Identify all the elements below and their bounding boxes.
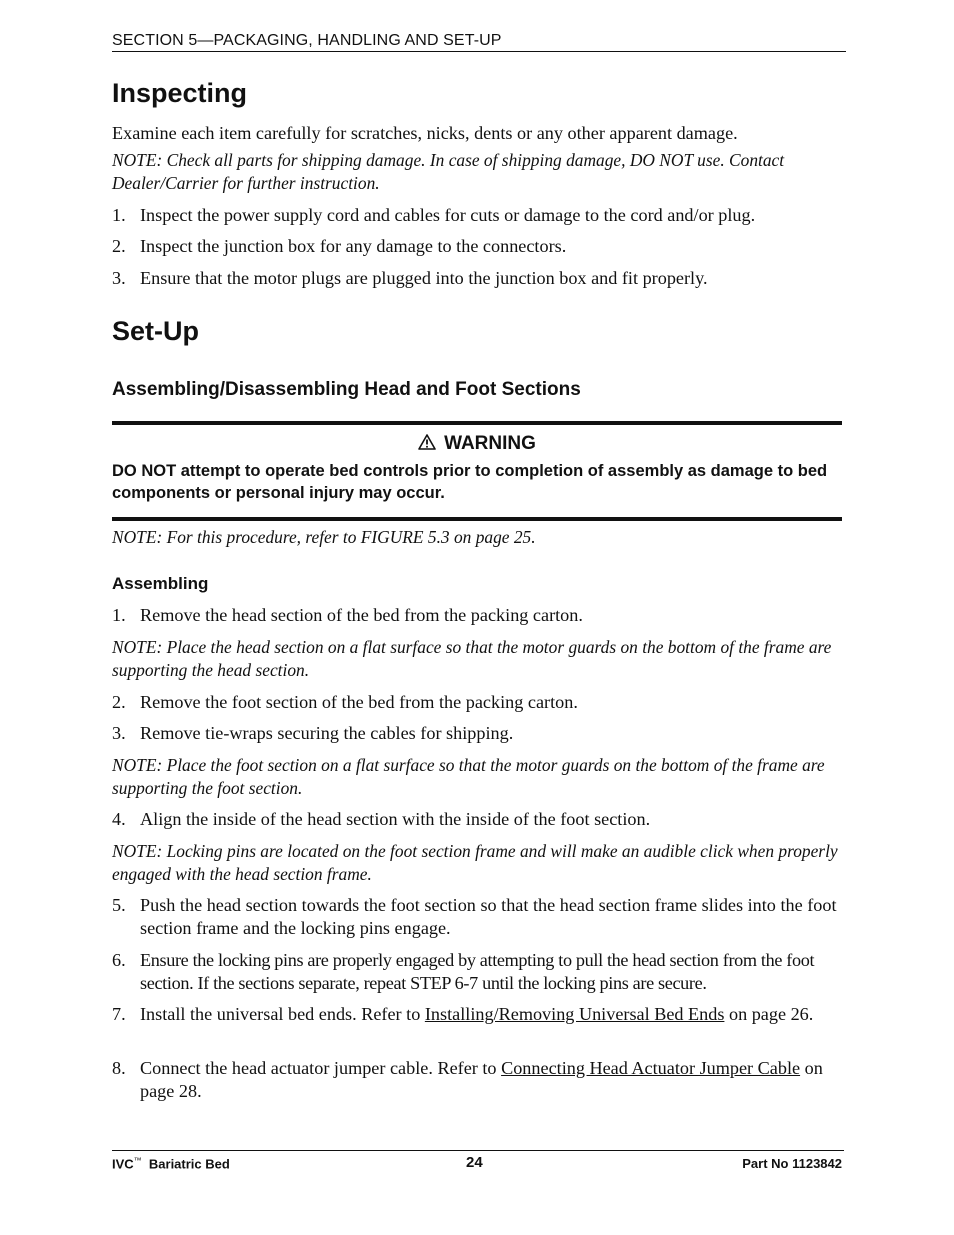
- step-text: Push the head section towards the foot section so that the head section frame slides into the foot section frame and the locking pins engage.: [140, 895, 837, 938]
- step-text-post: on page 28.: [140, 1058, 823, 1101]
- warning-box: [112, 421, 842, 521]
- step-text: Remove the foot section of the bed from the packing carton.: [140, 692, 578, 712]
- step-number: 3.: [112, 723, 126, 743]
- step-text: Remove the head section of the bed from the packing carton.: [140, 605, 583, 625]
- step-text: Remove tie-wraps securing the cables for shipping.: [140, 723, 514, 743]
- step-number: 6.: [112, 950, 126, 970]
- product-suffix: Bariatric Bed: [141, 1156, 230, 1172]
- warning-title-text: WARNING: [444, 433, 536, 454]
- jumper-cable-link[interactable]: Connecting Head Actuator Jumper Cable: [501, 1058, 801, 1078]
- step-text: Inspect the junction box for any damage to the connectors.: [140, 236, 567, 256]
- bed-ends-link[interactable]: Installing/Removing Universal Bed Ends: [424, 1004, 725, 1024]
- step-text: Ensure the locking pins are properly engaged by attempting to pull the head section from the foot section. If the sections separate, repeat STEP 6-7 until the locking pins are secure.: [140, 950, 815, 993]
- figure-note: NOTE: For this procedure, refer to FIGURE 5.3 on page 25.: [112, 527, 536, 547]
- assembling-note: NOTE: Place the head section on a flat surface so that the motor guards on the bottom of the frame are supporting the head section.: [112, 637, 832, 680]
- inspecting-note: NOTE: Check all parts for shipping damage. In case of shipping damage, DO NOT use. Contact Dealer/Carrier for further instruction.: [112, 150, 785, 193]
- warning-text: attempt to operate bed controls prior to completion of assembly as damage to bed components or personal injury may occur.: [112, 462, 828, 502]
- warning-triangle-icon: [418, 434, 436, 450]
- step-number: 1.: [112, 605, 126, 625]
- inspecting-heading: Inspecting: [112, 78, 248, 108]
- step-text-pre: Connect the head actuator jumper cable. Refer to: [140, 1058, 502, 1078]
- product-name: IVC: [112, 1156, 134, 1172]
- assembling-heading: Assembling: [112, 574, 209, 593]
- inspecting-intro: Examine each item carefully for scratches, nicks, dents or any other apparent damage.: [112, 123, 738, 143]
- step-number: 3.: [112, 268, 126, 288]
- step-text: Align the inside of the head section with the inside of the foot section.: [140, 809, 651, 829]
- step-number: 4.: [112, 809, 126, 829]
- step-text: Ensure that the motor plugs are plugged into the junction box and fit properly.: [140, 268, 708, 288]
- step-number: 1.: [112, 205, 126, 225]
- footer-rule: [112, 1150, 844, 1151]
- warning-title: [112, 433, 842, 455]
- step-number: 8.: [112, 1058, 126, 1078]
- assembling-note: NOTE: Place the foot section on a flat surface so that the motor guards on the bottom of the frame are supporting the foot section.: [112, 755, 825, 798]
- trademark: ™: [133, 1156, 142, 1165]
- setup-heading: Set-Up: [112, 316, 199, 346]
- assembly-subheading: Assembling/Disassembling Head and Foot Sections: [112, 379, 581, 400]
- step-text: [140, 1057, 844, 1103]
- section-header: SECTION 5—PACKAGING, HANDLING AND SET-UP: [112, 32, 846, 52]
- warning-lead: DO NOT: [112, 462, 177, 480]
- step-text: Inspect the power supply cord and cables for cuts or damage to the cord and/or plug.: [140, 205, 756, 225]
- step-number: 5.: [112, 895, 126, 915]
- footer-product: [112, 1156, 230, 1171]
- step-text: [140, 1003, 844, 1026]
- warning-body: [112, 460, 842, 504]
- step-text-post: on page 26.: [724, 1004, 814, 1024]
- part-number: Part No 1123842: [742, 1156, 842, 1171]
- step-number: 2.: [112, 692, 126, 712]
- step-number: 2.: [112, 236, 126, 256]
- step-number: 7.: [112, 1004, 126, 1024]
- page-number: 24: [466, 1154, 483, 1171]
- step-text-pre: Install the universal bed ends. Refer to: [140, 1004, 425, 1024]
- assembling-note: NOTE: Locking pins are located on the foot section frame and will make an audible click when properly engaged with the head section frame.: [112, 841, 838, 884]
